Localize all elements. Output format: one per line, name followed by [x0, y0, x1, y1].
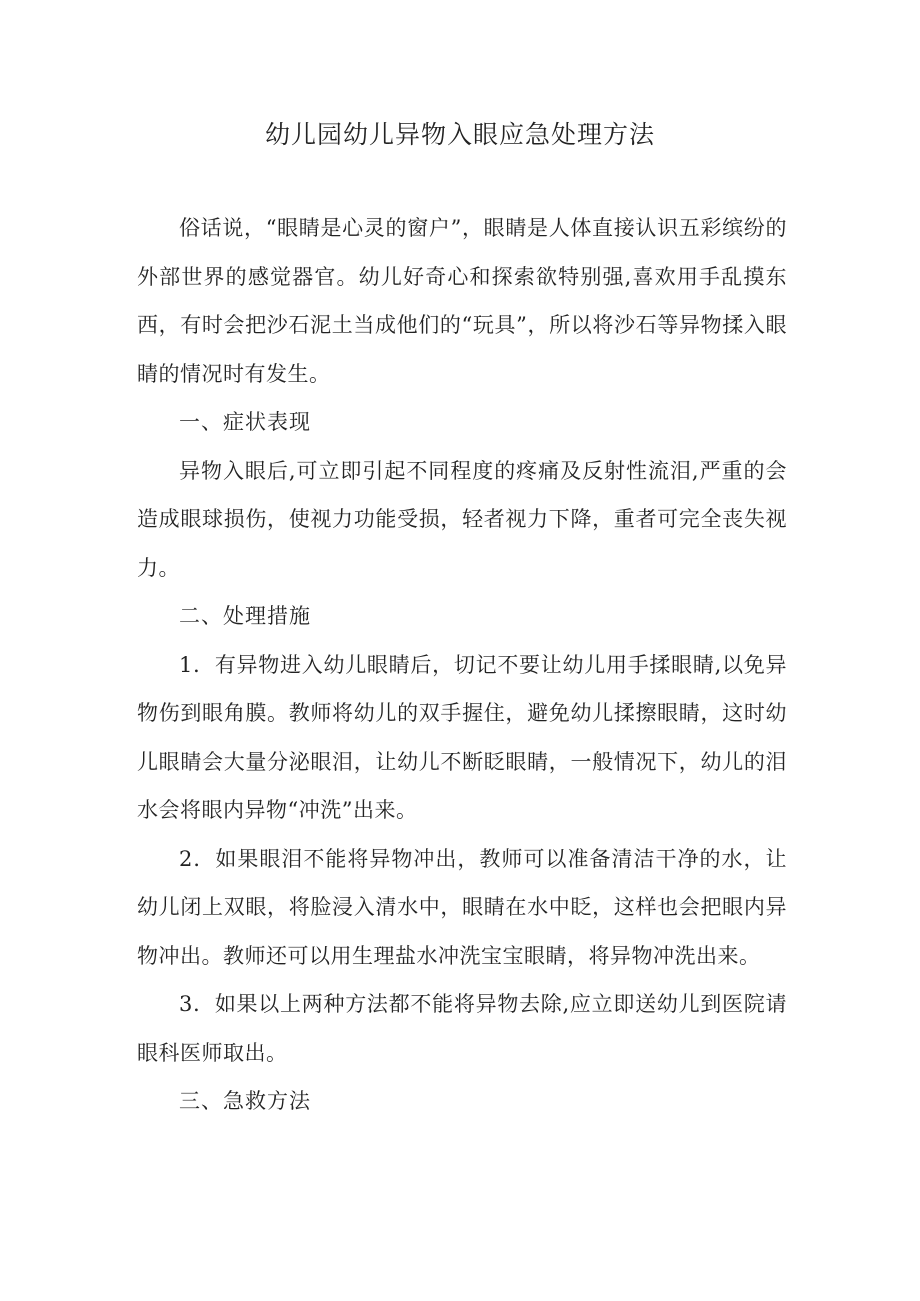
- symptoms-paragraph: 异物入眼后,可立即引起不同程度的疼痛及反射性流泪,严重的会造成眼球损伤，使视力功能受损，轻者视力下降，重者可完全丧失视力。: [137, 458, 787, 580]
- measure-item-1: 1．有异物进入幼儿眼睛后，切记不要让幼儿用手揉眼睛,以免异物伤到眼角膜。教师将幼儿的双手握住，避免幼儿揉擦眼睛，这时幼儿眼睛会大量分泌眼泪，让幼儿不断眨眼睛，一般情况下，幼儿的泪水会将眼内异物“冲洗”出来。: [137, 652, 787, 822]
- document-body: [137, 204, 787, 1126]
- section-heading-first-aid: 三、急救方法: [179, 1089, 311, 1113]
- section-heading-measures: 二、处理措施: [179, 604, 311, 628]
- intro-paragraph: 俗话说，“眼睛是心灵的窗户”，眼睛是人体直接认识五彩缤纷的外部世界的感觉器官。幼儿好奇心和探索欲特别强,喜欢用手乱摸东西，有时会把沙石泥土当成他们的“玩具”，所以将沙石等异物揉入眼睛的情况时有发生。: [137, 216, 787, 386]
- measure-item-2: 2．如果眼泪不能将异物冲出，教师可以准备清洁干净的水，让幼儿闭上双眼，将脸浸入清水中，眼睛在水中眨，这样也会把眼内异物冲出。教师还可以用生理盐水冲洗宝宝眼睛，将异物冲洗出来。: [137, 846, 787, 968]
- measure-item-3: 3．如果以上两种方法都不能将异物去除,应立即送幼儿到医院请眼科医师取出。: [137, 992, 787, 1065]
- section-heading-symptoms: 一、症状表现: [179, 410, 311, 434]
- page-title: 幼儿园幼儿异物入眼应急处理方法: [264, 120, 655, 149]
